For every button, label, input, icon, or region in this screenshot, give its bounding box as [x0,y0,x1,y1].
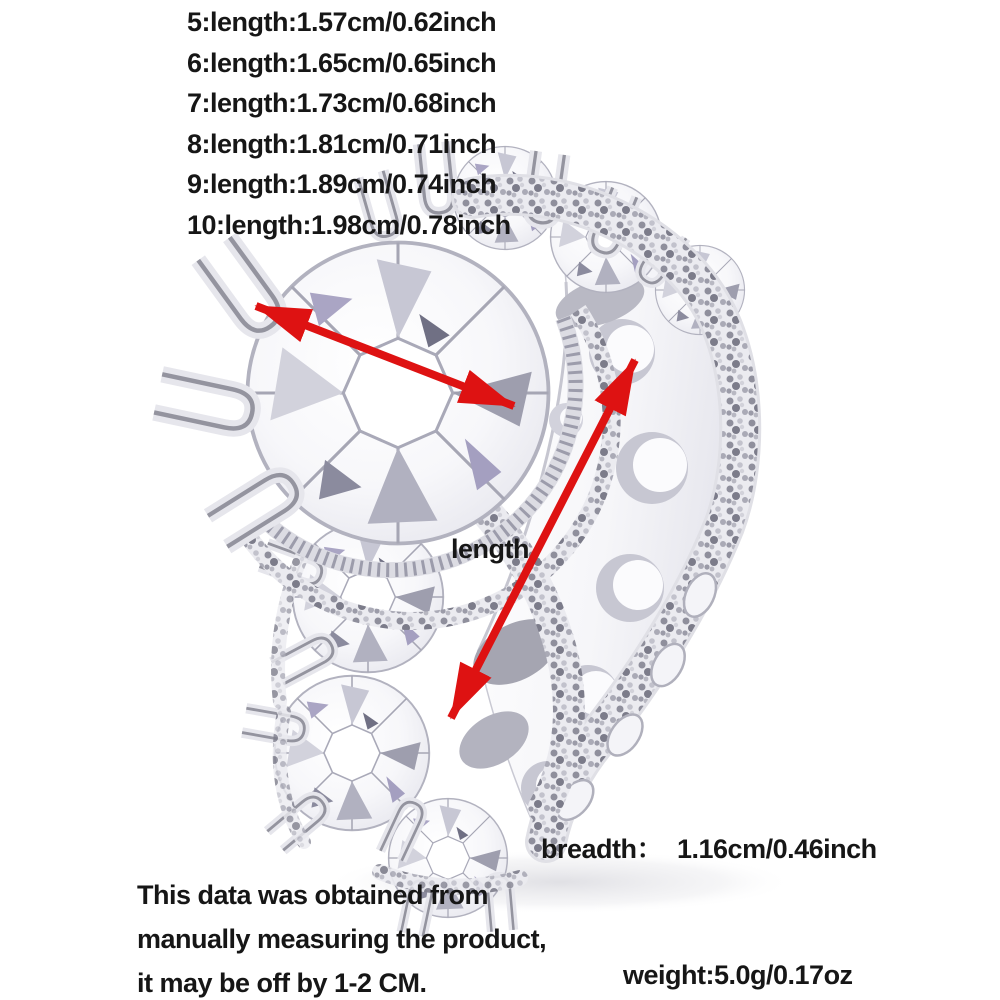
disclaimer-text [137,873,546,1000]
breadth-label: breadth： 1.16cm/0.46inch [541,834,877,864]
size-chart-row: 9:length:1.89cm/0.74inch [187,169,497,199]
size-chart [187,2,511,245]
disclaimer-line: This data was obtained from [137,880,489,910]
size-chart-row: 5:length:1.57cm/0.62inch [187,7,497,37]
disclaimer-line: manually measuring the product, [137,924,547,954]
size-chart-row: 8:length:1.81cm/0.71inch [187,128,497,159]
size-chart-row: 10:length:1.98cm/0.78inch [187,209,511,240]
disclaimer-line: it may be off by 1-2 CM. [137,968,427,998]
size-chart-row: 6:length:1.65cm/0.65inch [187,47,497,78]
weight-label: weight:5.0g/0.17oz [623,960,853,990]
size-chart-row: 7:length:1.73cm/0.68inch [187,88,497,118]
length-label: length [451,534,529,564]
